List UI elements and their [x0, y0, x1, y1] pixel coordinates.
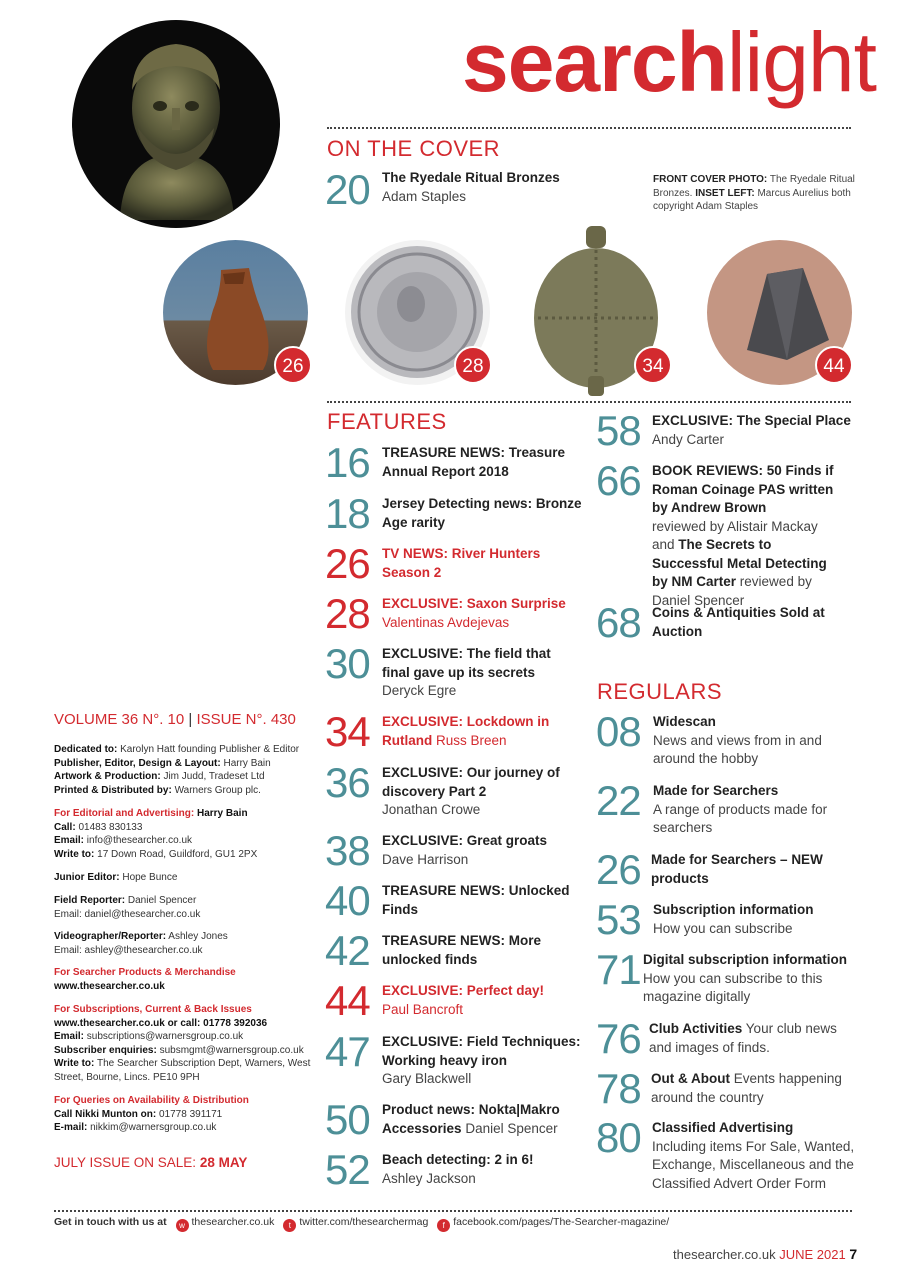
entry-title: Jersey Detecting news: Bronze Age rarity — [382, 496, 582, 530]
entry-title: EXCLUSIVE: Lockdown in Rutland — [382, 714, 550, 748]
entry-title: BOOK REVIEWS: 50 Finds if Roman Coinage PAS written by Andrew Brown — [652, 463, 834, 515]
contents-entry[interactable] — [382, 444, 582, 481]
page-number: 76 — [596, 1015, 641, 1062]
marcus-aurelius-photo — [72, 20, 280, 228]
contents-entry[interactable] — [653, 713, 838, 769]
contents-entry[interactable] — [382, 595, 582, 632]
entry-author: How you can subscribe to this magazine digitally — [643, 970, 823, 1004]
entry-author: Deryck Egre — [382, 683, 457, 698]
entry-author: Daniel Spencer — [465, 1120, 558, 1136]
entry-author: How you can subscribe — [653, 920, 793, 936]
page-number: 80 — [596, 1114, 641, 1161]
entry-title: TREASURE NEWS: Unlocked Finds — [382, 883, 570, 917]
on-sale-notice: JULY ISSUE ON SALE: 28 MAY — [54, 1155, 248, 1170]
contents-entry[interactable] — [382, 1033, 582, 1089]
entry-title: Beach detecting: 2 in 6! — [382, 1152, 534, 1167]
page-number: 53 — [596, 896, 641, 943]
entry-author: A range of products made for searchers — [653, 801, 828, 835]
page-number: 42 — [325, 927, 370, 974]
subscriptions-block: For Subscriptions, Current & Back Issues www.thesearcher.co.uk or call: 01778 392036 Email: subscriptions@warnersgroup.co.uk Subscriber enquiries: subsmgmt@warnersgroup.co.uk Write to: The Searcher Subscription Dept, Warners, West Street, Bourne, Lincs. PE10 9PH — [54, 1004, 311, 1083]
entry-title: Club Activities — [649, 1021, 743, 1036]
entry-title: EXCLUSIVE: Field Techniques: Working heavy iron — [382, 1034, 581, 1068]
page-number: 78 — [596, 1065, 641, 1112]
entry-author: Ashley Jackson — [382, 1170, 476, 1186]
contents-entry[interactable] — [382, 932, 582, 969]
page-number: 30 — [325, 640, 370, 687]
contents-entry[interactable] — [382, 1101, 582, 1138]
page-number: 26 — [325, 540, 370, 587]
entry-author: Gary Blackwell — [382, 1071, 472, 1086]
entry-author: Valentinas Avdejevas — [382, 614, 510, 630]
twitter-link[interactable]: twitter.com/thesearchermag — [299, 1216, 429, 1228]
regulars-heading: REGULARS — [597, 679, 723, 704]
entry-title: EXCLUSIVE: The field that final gave up its secrets — [382, 646, 551, 680]
entry-title: Made for Searchers – NEW products — [651, 852, 823, 886]
entry-title: Digital subscription information — [643, 952, 848, 967]
products-block: For Searcher Products & Merchandise www.thesearcher.co.uk — [54, 967, 236, 992]
page-number: 26 — [596, 846, 641, 893]
cover-heading: ON THE COVER — [327, 136, 501, 161]
contents-entry[interactable] — [653, 782, 843, 838]
contents-entry[interactable] — [382, 832, 582, 869]
page-number: 68 — [596, 599, 641, 646]
facebook-link[interactable]: facebook.com/pages/The-Searcher-magazine/ — [453, 1216, 670, 1228]
page-number: 08 — [596, 708, 641, 755]
entry-title: Out & About — [651, 1071, 730, 1086]
page-number: 71 — [596, 946, 641, 993]
junior-editor: Junior Editor: Hope Bunce — [54, 872, 178, 883]
contents-entry[interactable] — [649, 1020, 849, 1057]
entry-author: Andy Carter — [652, 431, 725, 447]
entry-title: Widescan — [653, 714, 716, 729]
credits-block: Dedicated to: Karolyn Hatt founding Publisher & Editor Publisher, Editor, Design & Layout: Harry Bain Artwork & Production: Jim Judd, Tradeset Ltd Printed & Distributed by: Warners Group plc. — [54, 744, 300, 796]
contents-entry[interactable] — [382, 545, 582, 582]
page-number: 22 — [596, 777, 641, 824]
page-number: 18 — [325, 490, 370, 537]
contents-entry[interactable] — [652, 604, 842, 641]
entry-author: Jonathan Crowe — [382, 802, 481, 817]
divider — [327, 127, 851, 129]
entry-title: Subscription information — [653, 902, 814, 917]
entry-title: Made for Searchers — [653, 783, 779, 798]
page-number: 58 — [596, 407, 641, 454]
cover-title: The Ryedale Ritual Bronzes — [382, 170, 560, 185]
cover-photo-caption: FRONT COVER PHOTO: The Ryedale Ritual Bronzes. INSET LEFT: Marcus Aurelius both copyright Adam Staples — [653, 174, 855, 212]
page-number: 50 — [325, 1096, 370, 1143]
contents-entry[interactable] — [382, 1151, 582, 1188]
contents-entry[interactable] — [382, 645, 582, 701]
twitter-icon: t — [283, 1219, 296, 1232]
cover-badge: 34 — [634, 346, 672, 384]
divider — [327, 401, 851, 403]
masthead-bold: search — [462, 15, 727, 109]
entry-title: Coins & Antiquities Sold at Auction — [652, 605, 825, 639]
cover-page-number: 20 — [325, 166, 370, 213]
cover-entry — [382, 169, 612, 206]
entry-title: EXCLUSIVE: Perfect day! — [382, 983, 545, 998]
masthead-light: light — [726, 15, 876, 109]
cover-badge: 28 — [454, 346, 492, 384]
editorial-block: For Editorial and Advertising: Harry Bain Call: 01483 830133 Email: info@thesearcher.co.uk Write to: 17 Down Road, Guildford, GU1 2PX — [54, 808, 258, 860]
contents-entry[interactable] — [653, 901, 843, 938]
page-number: 47 — [325, 1028, 370, 1075]
contents-entry[interactable] — [382, 764, 582, 820]
entry-title: EXCLUSIVE: Saxon Surprise — [382, 596, 566, 611]
queries-block: For Queries on Availability & Distribution Call Nikki Munton on: 01778 391171 E-mail: nikkim@warnersgroup.co.uk — [54, 1095, 249, 1134]
divider — [54, 1210, 852, 1212]
page-number: 38 — [325, 827, 370, 874]
page-number: 16 — [325, 439, 370, 486]
videographer: Videographer/Reporter: Ashley Jones Email: ashley@thesearcher.co.uk — [54, 931, 228, 956]
contents-entry[interactable] — [382, 495, 582, 532]
entry-author: Your club news and images of finds. — [649, 1021, 837, 1055]
entry-title: Product news: Nokta|Makro Accessories — [382, 1102, 560, 1136]
contact-bar: Get in touch with us at w thesearcher.co.uk t twitter.com/thesearchermag f facebook.com/pages/The-Searcher-magazine/ — [54, 1216, 670, 1230]
page-number: 52 — [325, 1146, 370, 1193]
contents-entry[interactable] — [643, 951, 855, 1007]
contents-entry[interactable]: BOOK REVIEWS: 50 Finds if Roman Coinage PAS written by Andrew Brown reviewed by Alistair Mackay and The Secrets to Successful Metal Detecting by NM Carter reviewed by Daniel Spencer — [652, 463, 834, 608]
entry-title: EXCLUSIVE: The Special Place — [652, 413, 851, 428]
entry-title: TV NEWS: River Hunters Season 2 — [382, 546, 541, 580]
entry-title: EXCLUSIVE: Our journey of discovery Part 2 — [382, 765, 560, 799]
website-icon: w — [176, 1219, 189, 1232]
contents-entry[interactable] — [382, 882, 582, 919]
contents-entry[interactable] — [651, 1070, 856, 1107]
field-reporter: Field Reporter: Daniel Spencer Email: daniel@thesearcher.co.uk — [54, 895, 201, 920]
facebook-icon: f — [437, 1219, 450, 1232]
features-heading: FEATURES — [327, 409, 447, 434]
entry-author: News and views from in and around the hobby — [653, 732, 822, 766]
contents-entry[interactable] — [652, 412, 857, 449]
page-folio: thesearcher.co.uk JUNE 2021 7 — [673, 1246, 858, 1262]
entry-author: Including items For Sale, Wanted, Exchange, Miscellaneous and the Classified Advert Order Form — [652, 1138, 855, 1191]
page-number: 34 — [325, 708, 370, 755]
website-link[interactable]: thesearcher.co.uk — [191, 1216, 275, 1228]
entry-author: reviewed by Alistair Mackay and — [652, 518, 818, 552]
entry-author: Paul Bancroft — [382, 1001, 464, 1017]
entry-author: Dave Harrison — [382, 851, 469, 867]
contents-entry[interactable] — [652, 1119, 857, 1193]
entry-title: Classified Advertising — [652, 1120, 794, 1135]
cover-badge: 44 — [815, 346, 853, 384]
masthead — [462, 12, 876, 112]
page-number: 28 — [325, 590, 370, 637]
page-number: 36 — [325, 759, 370, 806]
entry-title: EXCLUSIVE: Great groats — [382, 833, 548, 848]
cover-badge: 26 — [274, 346, 312, 384]
entry-author: Events happening around the country — [651, 1071, 842, 1105]
contents-entry[interactable] — [382, 713, 582, 750]
entry-title: TREASURE NEWS: Treasure Annual Report 2018 — [382, 445, 566, 479]
entry-title: TREASURE NEWS: More unlocked finds — [382, 933, 542, 967]
cover-author: Adam Staples — [382, 188, 467, 204]
page-number: 66 — [596, 457, 641, 504]
contents-entry[interactable] — [651, 851, 841, 888]
contents-entry[interactable] — [382, 982, 582, 1019]
volume-line: VOLUME 36 N°. 10 | ISSUE N°. 430 — [54, 711, 296, 728]
page-number: 44 — [325, 977, 370, 1024]
page-number: 40 — [325, 877, 370, 924]
entry-author: Russ Breen — [436, 732, 507, 748]
